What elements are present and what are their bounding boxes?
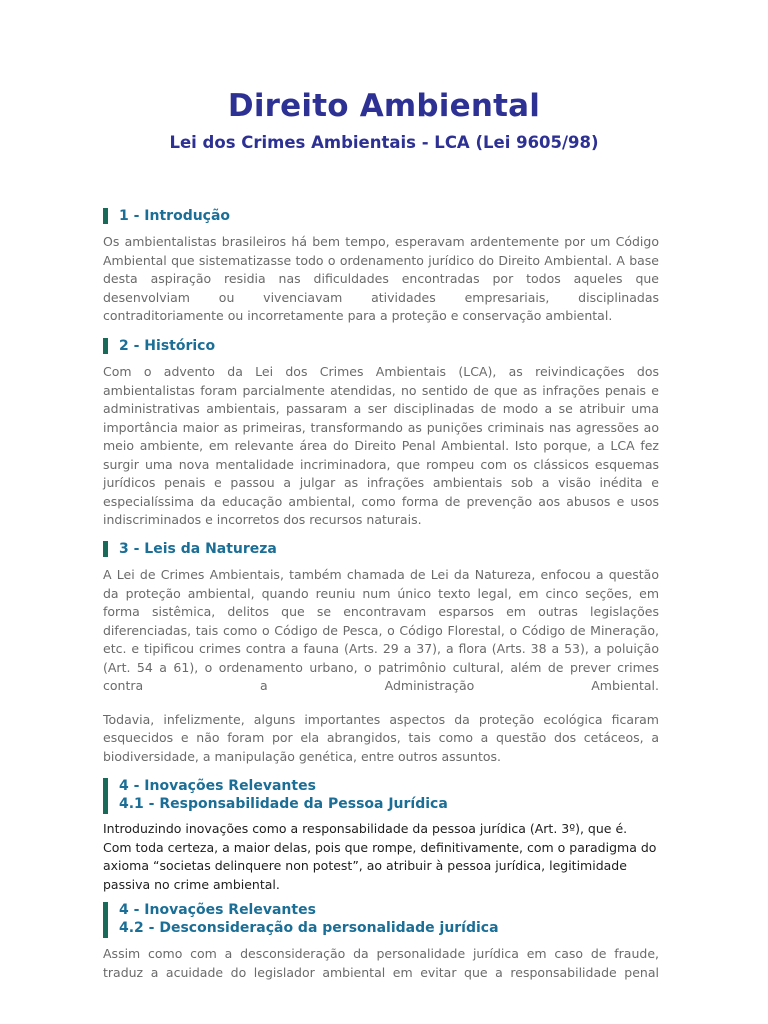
section-historico <box>103 337 659 530</box>
section-heading <box>103 207 659 225</box>
section-heading-text: 2 - Histórico <box>119 338 216 354</box>
heading-marker <box>103 902 108 938</box>
section-heading <box>103 777 659 813</box>
section-subheading-text: 4.1 - Responsabilidade da Pessoa Jurídica <box>119 796 448 812</box>
section-heading <box>103 540 659 558</box>
section-subheading-text: 4.2 - Desconsideração da personalidade jurídica <box>119 920 499 936</box>
document-title: Direito Ambiental <box>227 88 541 124</box>
section-heading-text: 1 - Introdução <box>119 208 231 224</box>
section-heading-text: 4 - Inovações Relevantes <box>119 902 316 918</box>
section-introducao <box>103 207 659 326</box>
section-inovacoes-4-1 <box>103 777 659 894</box>
section-paragraph: Assim como com a desconsideração da personalidade jurídica em caso de fraude, traduz a acuidade do legislador ambiental em evitar que a responsabilidade penal <box>103 946 659 980</box>
section-heading-text: 4 - Inovações Relevantes <box>119 778 316 794</box>
section-paragraph: Os ambientalistas brasileiros há bem tempo, esperavam ardentemente por um Código Ambiental que sistematizasse todo o ordenamento jurídico do Direito Ambiental. A base desta aspiração residia nas dificuldades encontradas por todos aqueles que desenvolviam ou vivenciavam atividades empresariais, disciplinadas contraditoriamente ou incorretamente para a proteção e conservação ambiental. <box>103 234 659 323</box>
section-inovacoes-4-2 <box>103 901 659 982</box>
heading-marker <box>103 541 108 557</box>
heading-marker <box>103 208 108 224</box>
section-paragraph: Introduzindo inovações como a responsabilidade da pessoa jurídica (Art. 3º), que é. Com toda certeza, a maior delas, pois que rompe, definitivamente, com o paradigma do axioma “societas delinquere non potest”, ao atribuir à pessoa jurídica, legitimidade passiva no crime ambiental. <box>103 821 657 892</box>
heading-marker <box>103 338 108 354</box>
section-leis-da-natureza <box>103 540 659 766</box>
heading-marker <box>103 778 108 814</box>
section-heading-text: 3 - Leis da Natureza <box>119 541 277 557</box>
document-subtitle: Lei dos Crimes Ambientais - LCA (Lei 9605/98) <box>169 133 599 152</box>
section-heading <box>103 337 659 355</box>
section-paragraph: Todavia, infelizmente, alguns importantes aspectos da proteção ecológica ficaram esquecidos e não foram por ela abrangidos, tais como a questão dos cetáceos, a biodiversidade, a manipulação genética, entre outros assuntos. <box>103 711 659 764</box>
section-paragraph: A Lei de Crimes Ambientais, também chamada de Lei da Natureza, enfocou a questão da proteção ambiental, quando reuniu num único texto legal, em cinco seções, em forma sistêmica, delitos que se encontravam esparsos em outras legislações diferenciadas, tais como o Código de Pesca, o Código Florestal, o Código de Mineração, etc. e tipificou crimes contra a fauna (Arts. 29 a 37), a flora (Arts. 38 a 53), a poluição (Art. 54 a 61), o ordenamento urbano, o patrimônio cultural, além de prever crimes contra a Administração Ambiental. <box>103 567 659 693</box>
section-paragraph: Com o advento da Lei dos Crimes Ambientais (LCA), as reivindicações dos ambientalistas foram parcialmente atendidas, no sentido de que as infrações penais e administrativas ambientais, passaram a ser disciplinadas de modo a se atribuir uma importância maior as primeiras, transformando as punições criminais nas agressões ao meio ambiente, em relevante área do Direito Penal Ambiental. Isto porque, a LCA fez surgir uma nova mentalidade incriminadora, que rompeu com os clássicos esquemas jurídicos penais e passou a julgar as infrações ambientais sob a visão inédita e especialíssima da educação ambiental, como forma de prevenção aos abusos e usos indiscriminados e incorretos dos recursos naturais. <box>103 364 659 527</box>
section-heading <box>103 901 659 937</box>
